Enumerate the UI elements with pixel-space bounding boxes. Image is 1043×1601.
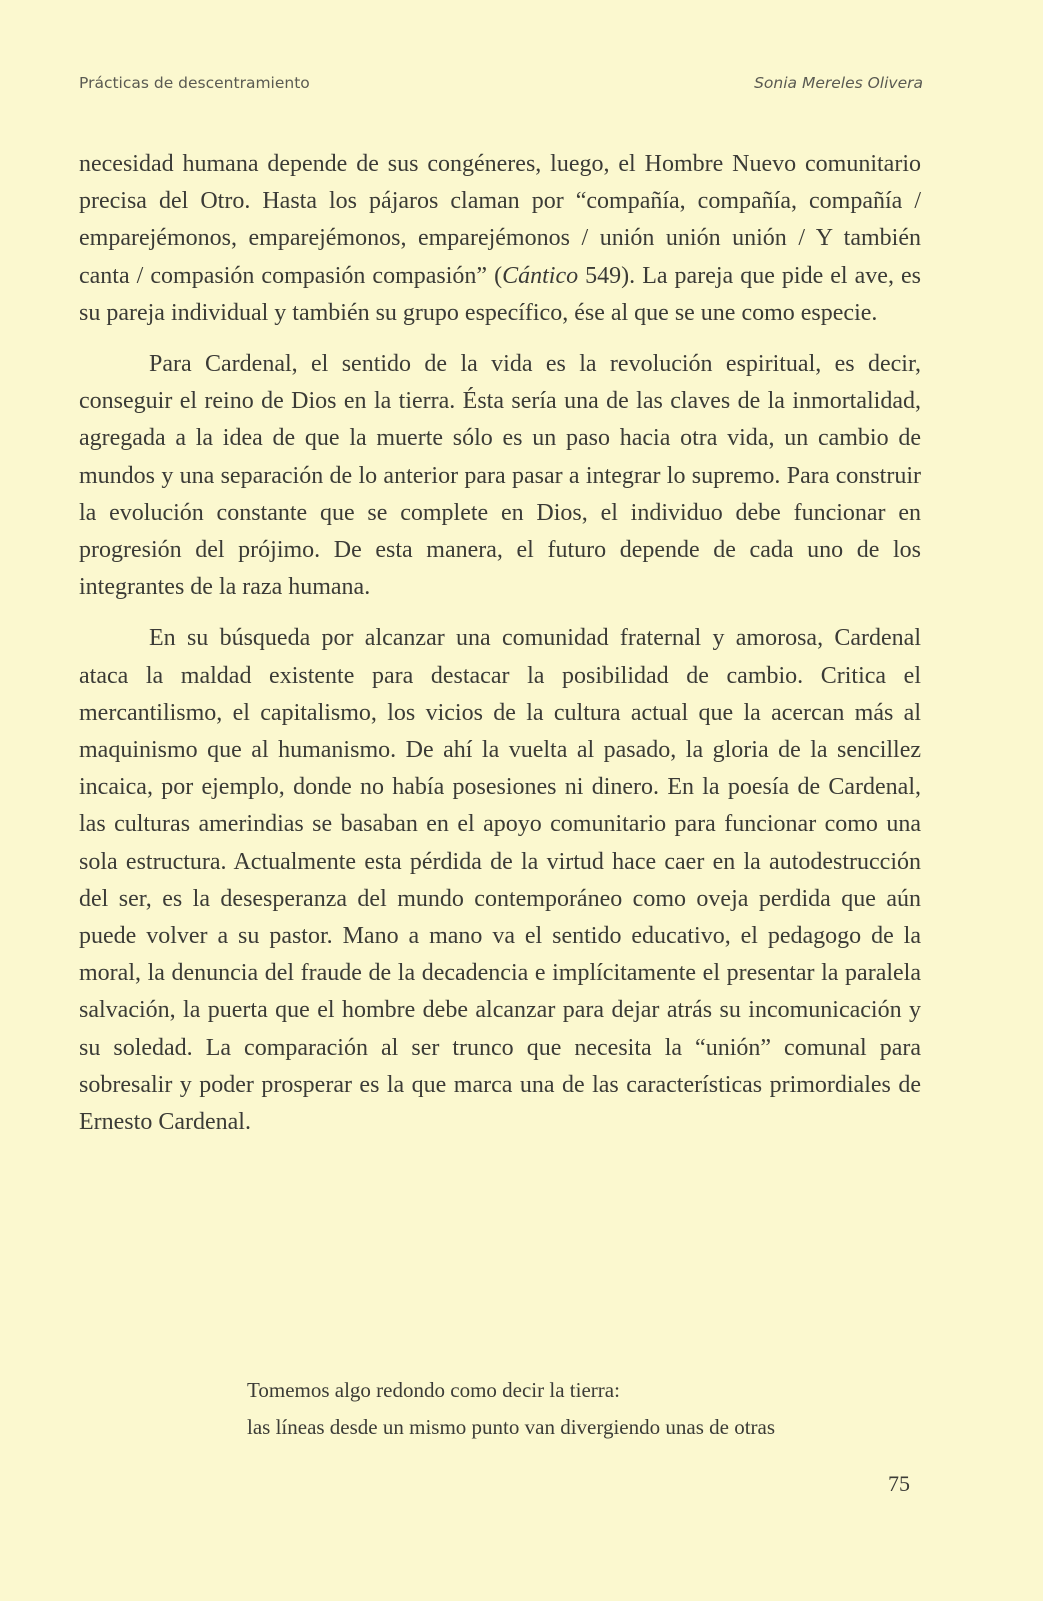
- body-text: [79, 146, 921, 1155]
- running-header: [79, 74, 923, 92]
- verse-line-1: Tomemos algo redondo como decir la tierra:: [247, 1378, 620, 1402]
- verse-line-2: las líneas desde un mismo punto van divergiendo unas de otras: [247, 1415, 776, 1439]
- paragraph-1-text-a: necesidad humana depende de sus congéneres, luego, el Hombre Nuevo comunitario precisa del Otro. Hasta los pájaros claman por “compañía, compañía, compañía / emparejémonos, emparejémonos, emparejémonos / unión unión unión / Y también canta / compasión compasión compasión” (: [79, 151, 921, 289]
- paragraph-2: Para Cardenal, el sentido de la vida es la revolución espiritual, es decir, conseguir el reino de Dios en la tierra. Ésta sería una de las claves de la inmortalidad, agregada a la idea de que la muerte sólo es un paso hacia otra vida, un cambio de mundos y una separación de lo anterior para pasar a integrar lo supremo. Para construir la evolución constante que se complete en Dios, el individuo debe funcionar en progresión del prójimo. De esta manera, el futuro depende de cada uno de los integrantes de la raza humana.: [79, 351, 921, 601]
- verse-quote: [247, 1372, 775, 1446]
- running-author: Sonia Mereles Olivera: [754, 74, 923, 92]
- book-title-citation: Cántico: [502, 262, 579, 289]
- paragraph-1-text-b: 549). La pareja que pide el ave, es su pareja individual y también su grupo específico, ése al que se une como especie.: [79, 262, 921, 326]
- running-title: Prácticas de descentramiento: [79, 74, 310, 92]
- paragraph-1: [79, 146, 921, 332]
- page-number: 75: [888, 1471, 910, 1496]
- paragraph-3: En su búsqueda por alcanzar una comunidad fraternal y amorosa, Cardenal ataca la maldad existente para destacar la posibilidad de cambio. Critica el mercantilismo, el capitalismo, los vicios de la cultura actual que la acercan más al maquinismo que al humanismo. De ahí la vuelta al pasado, la gloria de la sencillez incaica, por ejemplo, donde no había posesiones ni dinero. En la poesía de Cardenal, las culturas amerindias se basaban en el apoyo comunitario para funcionar como una sola estructura. Actualmente esta pérdida de la virtud hace caer en la autodestrucción del ser, es la desesperanza del mundo contemporáneo como oveja perdida que aún puede volver a su pastor. Mano a mano va el sentido educativo, el pedagogo de la moral, la denuncia del fraude de la decadencia e implícitamente el presentar la paralela salvación, la puerta que el hombre debe alcanzar para dejar atrás su incomunicación y su soledad. La comparación al ser trunco que necesita la “unión” comunal para sobresalir y poder prosperar es la que marca una de las características primordiales de Ernesto Cardenal.: [79, 625, 921, 1136]
